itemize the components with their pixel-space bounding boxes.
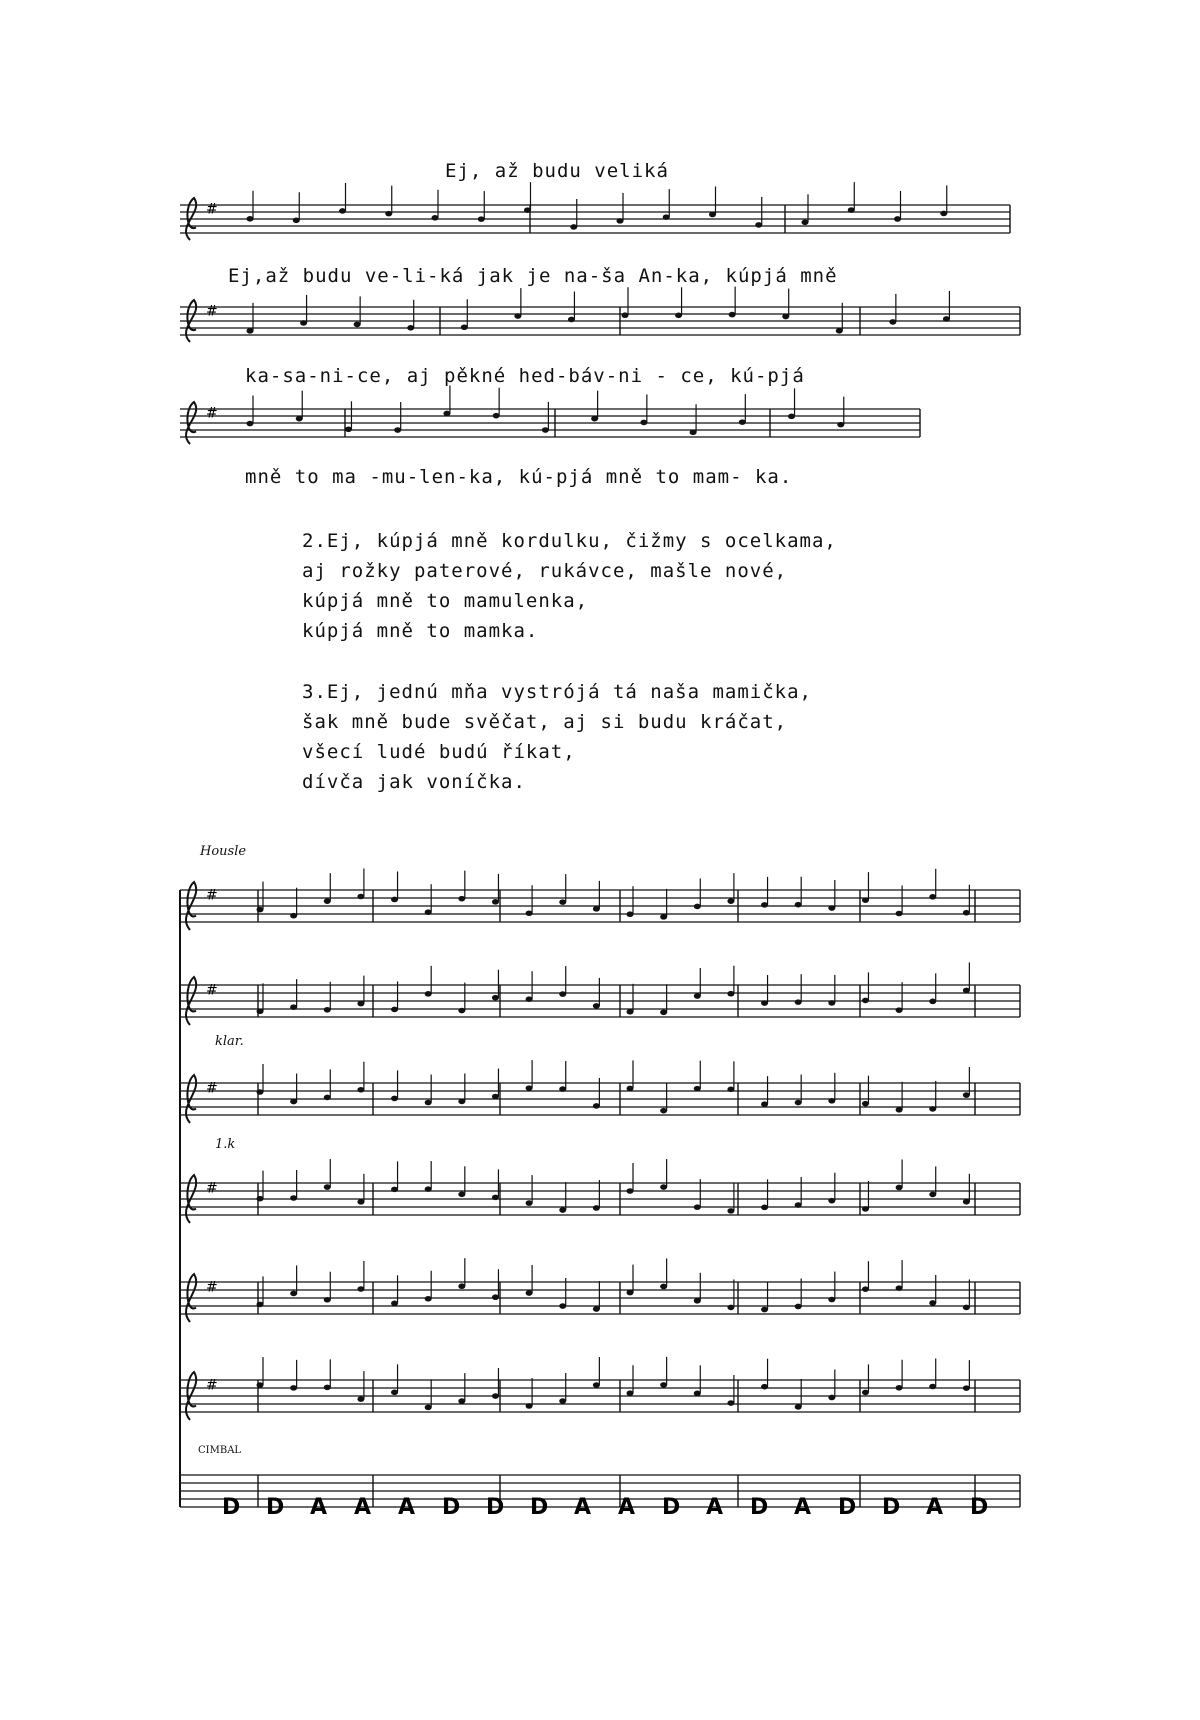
cimbal-chord: D [486,1495,505,1520]
cimbal-chord: A [926,1495,944,1520]
part-label-kontra: 1.k [215,1137,236,1152]
verse-line: všecí ludé budú říkat, [302,741,576,763]
cimbal-chord: A [618,1495,636,1520]
cimbal-chord: A [706,1495,724,1520]
part-label-klar: klar. [215,1034,244,1049]
sharp-icon: # [206,1279,218,1296]
lyric-line-3: mně to ma -mu-len-ka, kú-pjá mně to mam- ka. [245,466,793,488]
cimbal-chord: D [970,1495,989,1520]
verse-line: šak mně bude svěčat, aj si budu kráčat, [302,711,788,733]
cimbal-chord: D [442,1495,461,1520]
cimbal-chord: A [310,1495,328,1520]
cimbal-chord: A [794,1495,812,1520]
cimbal-chord: D [662,1495,681,1520]
verse-line: 3.Ej, jednú mňa vystrójá tá naša mamička, [302,681,812,703]
verse-line: 2.Ej, kúpjá mně kordulku, čižmy s ocelkama, [302,530,837,552]
tempo-mark: Housle [200,844,247,859]
cimbal-chord: D [882,1495,901,1520]
sharp-icon: # [206,1180,218,1197]
cimbal-chord: D [530,1495,549,1520]
sharp-icon: # [206,887,218,904]
cimbal-chord: D [750,1495,769,1520]
sharp-icon: # [206,1080,218,1097]
verse-line: kúpjá mně to mamulenka, [302,590,589,612]
lyric-line-1: Ej,až budu ve-li-ká jak je na-ša An-ka, kúpjá mně [228,265,838,287]
verse-2 [302,526,837,646]
sharp-icon: # [206,1377,218,1394]
cimbal-chord: D [838,1495,857,1520]
verse-line: dívča jak voníčka. [302,771,526,793]
sharp-icon: # [206,405,218,422]
cimbal-chord: A [574,1495,592,1520]
part-label-cimbal: CIMBAL [198,1445,242,1456]
cimbal-chord: D [222,1495,241,1520]
sharp-icon: # [206,201,218,218]
cimbal-chord: D [266,1495,285,1520]
lyric-line-2: ka-sa-ni-ce, aj pěkné hed-báv-ni - ce, kú-pjá [245,365,805,387]
cimbal-chord: A [354,1495,372,1520]
verse-3 [302,677,812,797]
sharp-icon: # [206,303,218,320]
verse-line: kúpjá mně to mamka. [302,620,539,642]
cimbal-chord: A [398,1495,416,1520]
verse-line: aj rožky paterové, rukávce, mašle nové, [302,560,788,582]
sharp-icon: # [206,982,218,999]
song-title: Ej, až budu veliká [445,160,669,182]
